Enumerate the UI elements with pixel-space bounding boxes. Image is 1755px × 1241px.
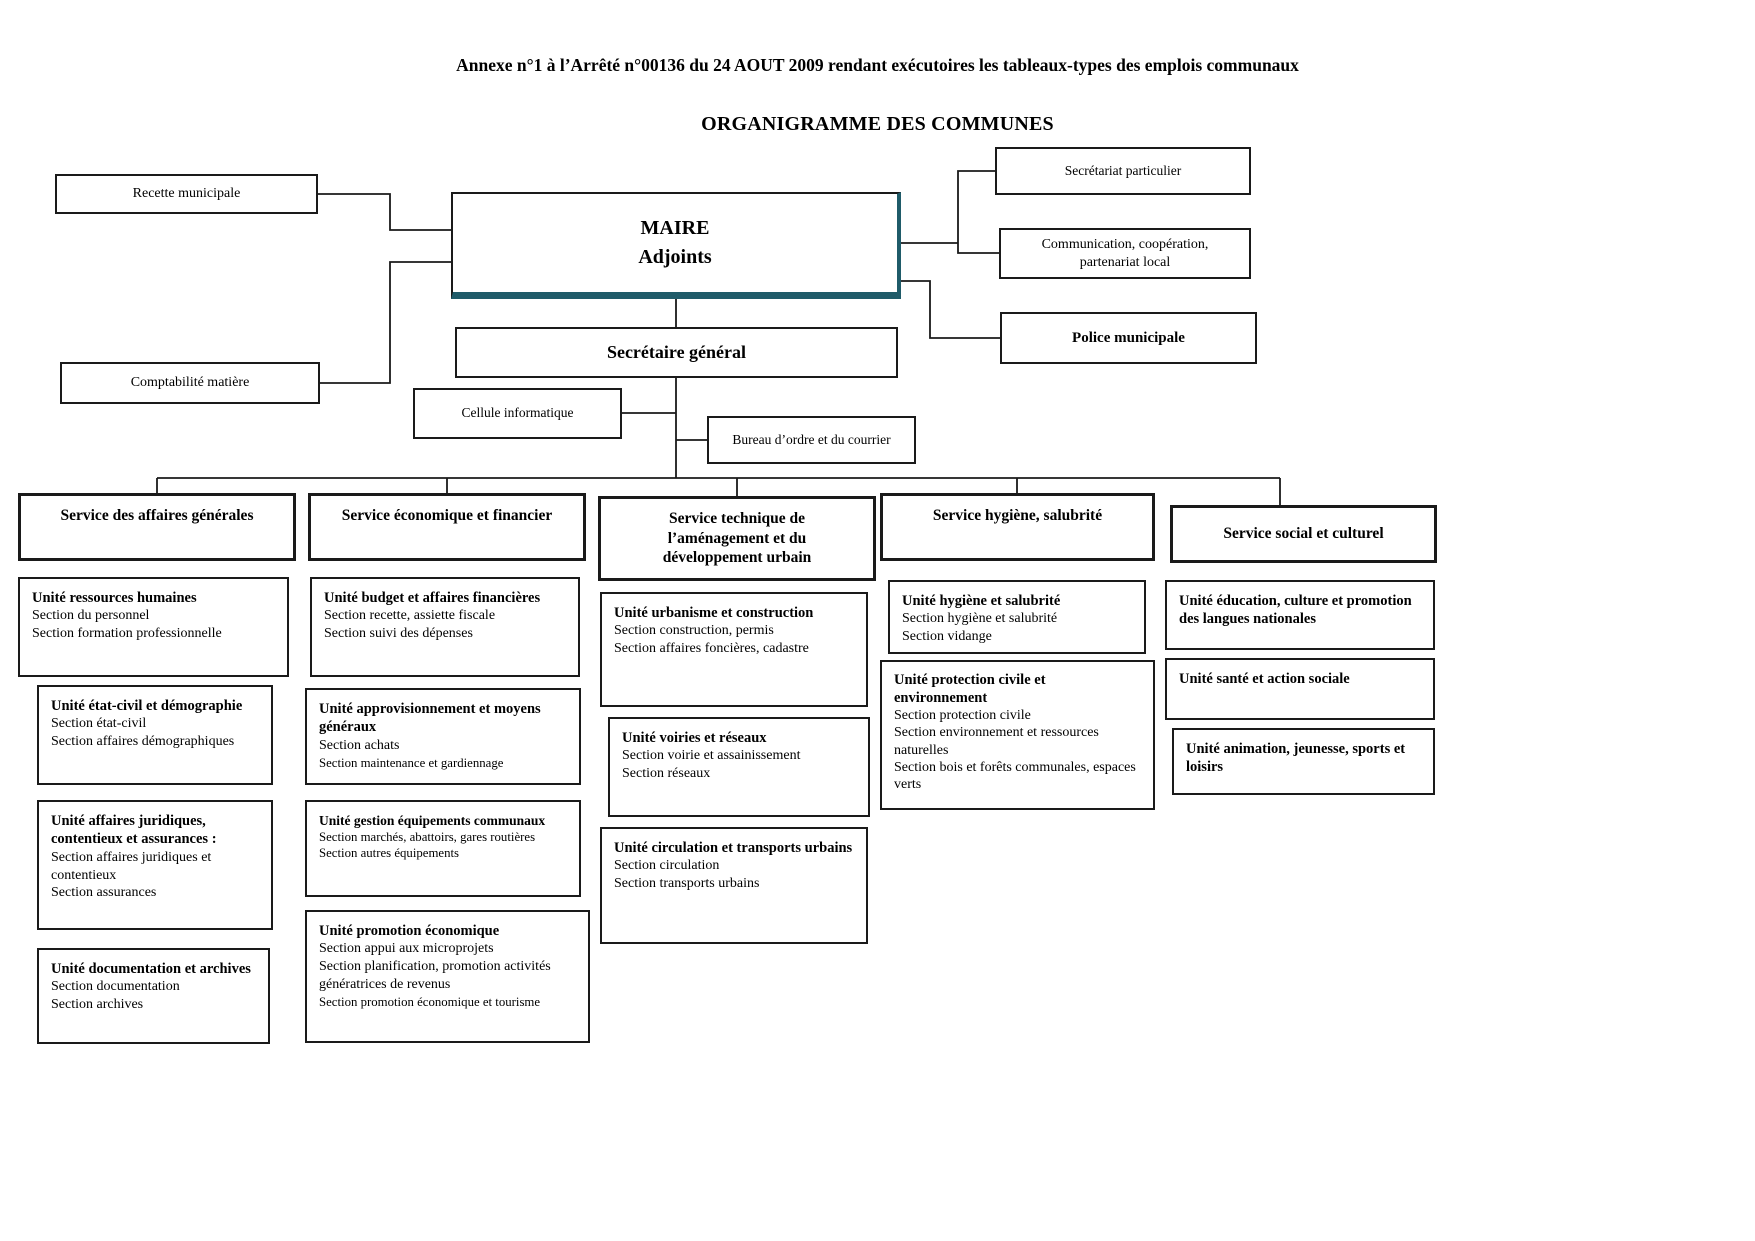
unit-section: Section affaires juridiques et contentieux xyxy=(51,849,212,883)
box-label: Bureau d’ordre et du courrier xyxy=(732,431,891,447)
unit-title: Unité ressources humaines xyxy=(32,590,197,606)
unit-section: Section circulation xyxy=(614,858,720,874)
unit-circulation-transports xyxy=(600,827,868,944)
unit-section: Section vidange xyxy=(902,629,992,645)
unit-title: Unité circulation et transports urbains xyxy=(614,840,853,856)
maire-label: MAIRE xyxy=(640,217,710,239)
unit-urbanisme-construction xyxy=(600,592,868,707)
unit-section: Section maintenance et gardiennage xyxy=(319,755,504,770)
unit-section: Section environnement et ressources naturelles xyxy=(894,725,1099,758)
unit-section: Section suivi des dépenses xyxy=(324,626,473,642)
unit-section: Section affaires démographiques xyxy=(51,734,235,750)
service-economique-financier xyxy=(308,493,586,561)
service-label: Service social et culturel xyxy=(1223,525,1384,543)
unit-voiries-reseaux xyxy=(608,717,870,817)
unit-affaires-juridiques xyxy=(37,800,273,930)
service-social-culturel xyxy=(1170,505,1437,563)
service-label: Service des affaires générales xyxy=(60,507,254,524)
unit-section: Section réseaux xyxy=(622,766,711,782)
unit-protection-civile-environnement xyxy=(880,660,1155,810)
unit-section: Section construction, permis xyxy=(614,623,774,639)
box-secretariat-particulier xyxy=(995,147,1251,195)
unit-title: Unité affaires juridiques, contentieux et assurances : xyxy=(51,813,217,848)
service-hygiene-salubrite xyxy=(880,493,1155,561)
unit-section: Section archives xyxy=(51,997,144,1013)
unit-section: Section achats xyxy=(319,737,400,753)
unit-section: Section transports urbains xyxy=(614,876,760,892)
unit-sante-action-sociale xyxy=(1165,658,1435,720)
adjoints-label: Adjoints xyxy=(638,246,712,268)
unit-section: Section voirie et assainissement xyxy=(622,748,801,764)
page-title: Annexe n°1 à l’Arrêté n°00136 du 24 AOUT 2009 rendant exécutoires les tableaux-types des emplois communaux xyxy=(456,55,1299,75)
unit-budget-affaires-financieres xyxy=(310,577,580,677)
unit-ressources-humaines xyxy=(18,577,289,677)
box-police-municipale xyxy=(1000,312,1257,364)
unit-section: Section formation professionnelle xyxy=(32,626,222,642)
unit-title: Unité protection civile et environnement xyxy=(894,672,1046,706)
unit-title: Unité documentation et archives xyxy=(51,961,251,977)
box-label: Secrétariat particulier xyxy=(1064,162,1182,178)
box-comptabilite-matiere xyxy=(60,362,320,404)
unit-section: Section hygiène et salubrité xyxy=(902,611,1058,627)
unit-documentation-archives xyxy=(37,948,270,1044)
unit-title: Unité hygiène et salubrité xyxy=(902,593,1061,609)
box-cellule-informatique xyxy=(413,388,622,439)
unit-section: Section affaires foncières, cadastre xyxy=(614,641,809,657)
unit-title: Unité santé et action sociale xyxy=(1179,671,1350,687)
unit-hygiene-salubrite xyxy=(888,580,1146,654)
unit-section: Section autres équipements xyxy=(319,846,460,861)
unit-promotion-economique xyxy=(305,910,590,1043)
unit-section: Section du personnel xyxy=(32,608,150,624)
unit-title: Unité état-civil et démographie xyxy=(51,698,243,714)
page-subtitle: ORGANIGRAMME DES COMMUNES xyxy=(701,113,1054,135)
box-label: Recette municipale xyxy=(132,186,241,202)
unit-gestion-equipements xyxy=(305,800,581,897)
unit-title: Unité promotion économique xyxy=(319,923,500,939)
box-label: Communication, coopération, partenariat local xyxy=(1041,237,1209,270)
service-technique-amenagement xyxy=(598,496,876,581)
box-bureau-ordre-courrier xyxy=(707,416,916,464)
unit-section: Section recette, assiette fiscale xyxy=(324,608,496,624)
unit-title: Unité budget et affaires financières xyxy=(324,590,541,606)
box-label: Secrétaire général xyxy=(606,342,747,363)
unit-animation-jeunesse-sports xyxy=(1172,728,1435,795)
unit-etat-civil-demographie xyxy=(37,685,273,785)
unit-title: Unité gestion équipements communaux xyxy=(319,813,546,828)
unit-title: Unité éducation, culture et promotion des langues nationales xyxy=(1179,593,1412,628)
service-label: Service économique et financier xyxy=(341,507,553,524)
unit-section: Section bois et forêts communales, espaces verts xyxy=(894,759,1136,792)
service-label: Service technique de l’aménagement et du développement urbain xyxy=(662,510,812,567)
box-label: Comptabilité matière xyxy=(130,375,250,391)
box-maire-adjoints xyxy=(451,192,901,299)
unit-education-culture-langues xyxy=(1165,580,1435,650)
unit-title: Unité approvisionnement et moyens généraux xyxy=(319,701,541,736)
unit-section: Section planification, promotion activités génératrices de revenus xyxy=(319,959,551,992)
unit-section: Section appui aux microprojets xyxy=(319,941,494,957)
unit-section: Section marchés, abattoirs, gares routières xyxy=(319,830,536,845)
unit-section: Section état-civil xyxy=(51,716,147,732)
service-label: Service hygiène, salubrité xyxy=(932,507,1103,524)
box-label: Cellule informatique xyxy=(461,405,574,421)
unit-title: Unité voiries et réseaux xyxy=(622,730,767,746)
box-secretaire-general xyxy=(455,327,898,378)
service-affaires-generales xyxy=(18,493,296,561)
box-communication xyxy=(999,228,1251,279)
unit-approvisionnement-moyens xyxy=(305,688,581,785)
unit-section: Section assurances xyxy=(51,885,157,901)
box-label: Police municipale xyxy=(1072,329,1185,346)
unit-section: Section promotion économique et tourisme xyxy=(319,994,541,1009)
box-recette-municipale xyxy=(55,174,318,214)
unit-section: Section protection civile xyxy=(894,708,1031,724)
unit-title: Unité urbanisme et construction xyxy=(614,605,814,621)
unit-section: Section documentation xyxy=(51,979,180,995)
unit-title: Unité animation, jeunesse, sports et loisirs xyxy=(1186,741,1406,776)
